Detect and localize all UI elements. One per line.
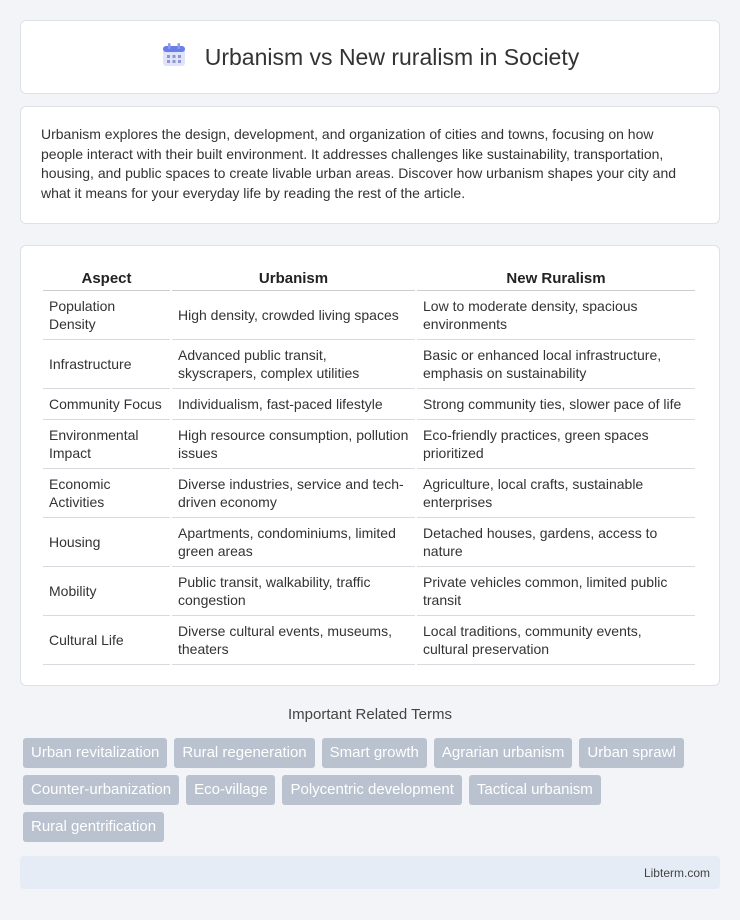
comparison-table <box>41 266 697 665</box>
related-term-tag[interactable]: Urban sprawl <box>579 738 683 768</box>
cell-urbanism: Individualism, fast-paced lifestyle <box>172 389 415 420</box>
footer-link[interactable]: Libterm.com <box>643 866 710 880</box>
related-terms-title: Important Related Terms <box>288 706 452 723</box>
related-term-tag[interactable]: Rural regeneration <box>174 738 314 768</box>
cell-urbanism: Diverse industries, service and tech-driven economy <box>172 469 415 518</box>
cell-aspect: Population Density <box>43 291 170 340</box>
related-term-tag[interactable]: Polycentric development <box>282 775 461 805</box>
cell-urbanism: Diverse cultural events, museums, theaters <box>172 616 415 665</box>
calendar-icon <box>161 42 187 73</box>
related-term-tag[interactable]: Counter-urbanization <box>23 775 179 805</box>
cell-aspect: Economic Activities <box>43 469 170 518</box>
table-row <box>43 616 695 665</box>
table-header-row <box>43 266 695 291</box>
footer <box>20 856 720 889</box>
related-term-tag[interactable]: Agrarian urbanism <box>434 738 573 768</box>
cell-new-ruralism: Eco-friendly practices, green spaces prioritized <box>417 420 695 469</box>
table-row <box>43 469 695 518</box>
table-row <box>43 291 695 340</box>
table-row <box>43 389 695 420</box>
cell-aspect: Infrastructure <box>43 340 170 389</box>
column-header-urbanism: Urbanism <box>172 266 415 291</box>
column-header-new-ruralism: New Ruralism <box>417 266 695 291</box>
cell-urbanism: Apartments, condominiums, limited green areas <box>172 518 415 567</box>
table-row <box>43 518 695 567</box>
related-term-tag[interactable]: Rural gentrification <box>23 812 164 842</box>
intro-text: Urbanism explores the design, development, and organization of cities and towns, focusing on how people interact with their built environment. It addresses challenges like sustainability, transportation, housing, and public spaces to create livable urban areas. Discover how urbanism shapes your city and what it means for your everyday life by reading the rest of the article. <box>41 126 677 201</box>
cell-aspect: Mobility <box>43 567 170 616</box>
cell-new-ruralism: Strong community ties, slower pace of life <box>417 389 695 420</box>
column-header-aspect: Aspect <box>43 266 170 291</box>
intro-card <box>20 106 720 224</box>
cell-aspect: Environmental Impact <box>43 420 170 469</box>
cell-urbanism: Public transit, walkability, traffic congestion <box>172 567 415 616</box>
cell-urbanism: Advanced public transit, skyscrapers, complex utilities <box>172 340 415 389</box>
comparison-card <box>20 245 720 686</box>
cell-urbanism: High resource consumption, pollution issues <box>172 420 415 469</box>
related-term-tag[interactable]: Tactical urbanism <box>469 775 601 805</box>
table-row <box>43 567 695 616</box>
table-row <box>43 340 695 389</box>
related-terms-list <box>23 738 723 842</box>
cell-new-ruralism: Low to moderate density, spacious environments <box>417 291 695 340</box>
cell-new-ruralism: Local traditions, community events, cultural preservation <box>417 616 695 665</box>
cell-new-ruralism: Detached houses, gardens, access to nature <box>417 518 695 567</box>
related-term-tag[interactable]: Eco-village <box>186 775 275 805</box>
cell-new-ruralism: Basic or enhanced local infrastructure, emphasis on sustainability <box>417 340 695 389</box>
cell-aspect: Community Focus <box>43 389 170 420</box>
page-title: Urbanism vs New ruralism in Society <box>204 43 580 70</box>
cell-new-ruralism: Private vehicles common, limited public transit <box>417 567 695 616</box>
cell-new-ruralism: Agriculture, local crafts, sustainable enterprises <box>417 469 695 518</box>
cell-aspect: Housing <box>43 518 170 567</box>
cell-urbanism: High density, crowded living spaces <box>172 291 415 340</box>
table-row <box>43 420 695 469</box>
header-card <box>20 20 720 94</box>
related-term-tag[interactable]: Smart growth <box>322 738 427 768</box>
cell-aspect: Cultural Life <box>43 616 170 665</box>
related-term-tag[interactable]: Urban revitalization <box>23 738 167 768</box>
